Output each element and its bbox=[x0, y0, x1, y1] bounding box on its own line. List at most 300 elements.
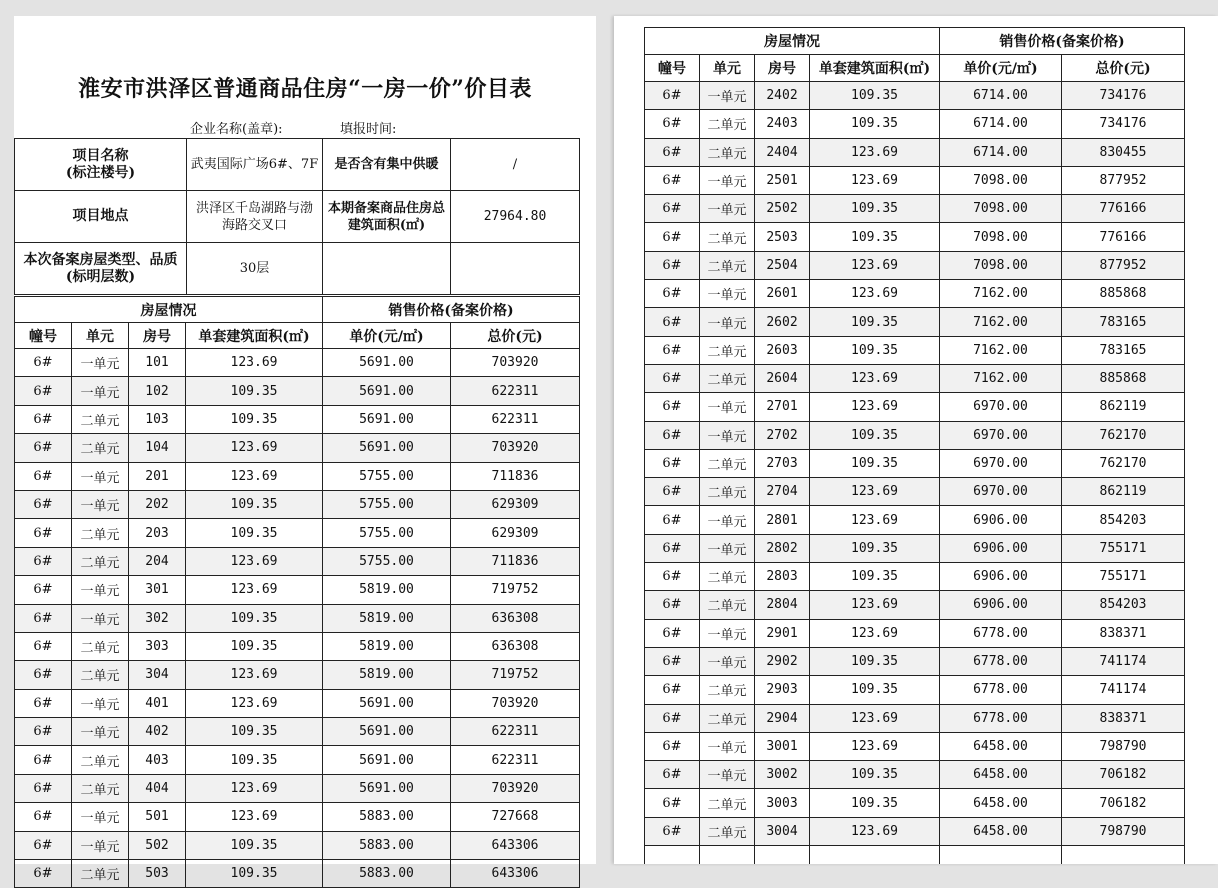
cell-unit: 二单元 bbox=[700, 223, 755, 251]
cell-unit-price: 6458.00 bbox=[940, 817, 1062, 845]
table-row bbox=[645, 138, 1185, 166]
cell-room: 2804 bbox=[755, 591, 810, 619]
cell-unit: 一单元 bbox=[72, 718, 129, 746]
cell-total-price: 838371 bbox=[1062, 619, 1185, 647]
cell-unit-price: 7162.00 bbox=[940, 336, 1062, 364]
table-row bbox=[15, 661, 580, 689]
cell-area: 109.35 bbox=[810, 789, 940, 817]
table-row bbox=[15, 462, 580, 490]
empty-cell bbox=[700, 846, 755, 865]
table-row bbox=[645, 704, 1185, 732]
cell-unit: 二单元 bbox=[72, 405, 129, 433]
cell-total-price: 776166 bbox=[1062, 223, 1185, 251]
cell-area: 123.69 bbox=[810, 478, 940, 506]
cell-unit: 二单元 bbox=[72, 547, 129, 575]
cell-room: 2603 bbox=[755, 336, 810, 364]
project-name-value: 武夷国际广场6#、7F bbox=[187, 139, 323, 191]
table-row bbox=[15, 405, 580, 433]
cell-unit-price: 7098.00 bbox=[940, 166, 1062, 194]
empty-cell bbox=[323, 243, 451, 295]
cell-building: 6# bbox=[645, 166, 700, 194]
cell-building: 6# bbox=[645, 195, 700, 223]
cell-unit: 二单元 bbox=[72, 860, 129, 888]
cell-unit-price: 5755.00 bbox=[323, 547, 451, 575]
cell-building: 6# bbox=[645, 591, 700, 619]
cell-unit-price: 6778.00 bbox=[940, 647, 1062, 675]
cell-unit-price: 6970.00 bbox=[940, 478, 1062, 506]
cell-unit-price: 6970.00 bbox=[940, 421, 1062, 449]
cell-unit: 二单元 bbox=[700, 251, 755, 279]
cell-building: 6# bbox=[15, 576, 72, 604]
cell-area: 109.35 bbox=[186, 377, 323, 405]
cell-building: 6# bbox=[645, 563, 700, 591]
table-row bbox=[15, 349, 580, 377]
cell-room: 2702 bbox=[755, 421, 810, 449]
cell-unit-price: 5819.00 bbox=[323, 604, 451, 632]
cell-total-price: 854203 bbox=[1062, 506, 1185, 534]
cell-building: 6# bbox=[645, 393, 700, 421]
cell-total-price: 706182 bbox=[1062, 761, 1185, 789]
table-row bbox=[645, 195, 1185, 223]
cell-unit-price: 6458.00 bbox=[940, 789, 1062, 817]
cell-unit-price: 5691.00 bbox=[323, 689, 451, 717]
cell-building: 6# bbox=[645, 82, 700, 110]
cell-unit: 一单元 bbox=[72, 604, 129, 632]
cell-unit: 二单元 bbox=[72, 661, 129, 689]
table-row bbox=[15, 746, 580, 774]
cell-room: 2902 bbox=[755, 647, 810, 675]
cell-unit-price: 7098.00 bbox=[940, 195, 1062, 223]
cell-unit: 一单元 bbox=[72, 349, 129, 377]
cell-unit-price: 5883.00 bbox=[323, 803, 451, 831]
cell-area: 109.35 bbox=[810, 308, 940, 336]
cell-area: 123.69 bbox=[186, 661, 323, 689]
cell-total-price: 783165 bbox=[1062, 308, 1185, 336]
cell-unit-price: 6970.00 bbox=[940, 449, 1062, 477]
cell-building: 6# bbox=[15, 434, 72, 462]
cell-unit-price: 5755.00 bbox=[323, 519, 451, 547]
cell-unit-price: 5755.00 bbox=[323, 462, 451, 490]
cell-total-price: 703920 bbox=[451, 774, 580, 802]
cell-unit: 二单元 bbox=[700, 110, 755, 138]
cell-area: 123.69 bbox=[810, 166, 940, 194]
cell-total-price: 711836 bbox=[451, 462, 580, 490]
cell-total-price: 622311 bbox=[451, 405, 580, 433]
empty-cell bbox=[451, 243, 580, 295]
fill-time-label: 填报时间: bbox=[340, 122, 397, 137]
cell-room: 301 bbox=[129, 576, 186, 604]
cell-room: 3004 bbox=[755, 817, 810, 845]
cell-total-price: 703920 bbox=[451, 434, 580, 462]
cell-unit-price: 5691.00 bbox=[323, 718, 451, 746]
cell-area: 109.35 bbox=[810, 534, 940, 562]
cell-total-price: 719752 bbox=[451, 576, 580, 604]
cell-area: 123.69 bbox=[810, 732, 940, 760]
table-row bbox=[15, 604, 580, 632]
cell-building: 6# bbox=[15, 462, 72, 490]
cell-building: 6# bbox=[645, 251, 700, 279]
group-header-price: 销售价格(备案价格) bbox=[940, 28, 1185, 55]
cell-area: 109.35 bbox=[810, 336, 940, 364]
cell-total-price: 838371 bbox=[1062, 704, 1185, 732]
cell-building: 6# bbox=[645, 449, 700, 477]
cell-room: 304 bbox=[129, 661, 186, 689]
cell-building: 6# bbox=[645, 619, 700, 647]
table-row bbox=[15, 860, 580, 888]
table-row bbox=[645, 393, 1185, 421]
cell-area: 109.35 bbox=[810, 449, 940, 477]
table-row bbox=[645, 251, 1185, 279]
cell-building: 6# bbox=[645, 534, 700, 562]
cell-building: 6# bbox=[645, 478, 700, 506]
cell-unit: 二单元 bbox=[700, 676, 755, 704]
cell-unit: 一单元 bbox=[700, 166, 755, 194]
cell-unit-price: 6778.00 bbox=[940, 619, 1062, 647]
table-row bbox=[645, 676, 1185, 704]
cell-unit: 一单元 bbox=[700, 393, 755, 421]
cell-total-price: 703920 bbox=[451, 349, 580, 377]
cell-area: 109.35 bbox=[810, 195, 940, 223]
empty-cell bbox=[1062, 846, 1185, 865]
cell-total-price: 727668 bbox=[451, 803, 580, 831]
cell-room: 2801 bbox=[755, 506, 810, 534]
cell-unit: 一单元 bbox=[72, 803, 129, 831]
cell-building: 6# bbox=[15, 490, 72, 518]
cell-room: 204 bbox=[129, 547, 186, 575]
cell-area: 123.69 bbox=[186, 774, 323, 802]
cell-unit-price: 5691.00 bbox=[323, 774, 451, 802]
cell-area: 109.35 bbox=[186, 746, 323, 774]
document-title: 淮安市洪泽区普通商品住房“一房一价”价目表 bbox=[78, 76, 532, 102]
cell-total-price: 854203 bbox=[1062, 591, 1185, 619]
cell-total-price: 862119 bbox=[1062, 478, 1185, 506]
heating-label: 是否含有集中供暖 bbox=[323, 139, 451, 191]
table-row bbox=[645, 280, 1185, 308]
table-row bbox=[645, 166, 1185, 194]
cell-building: 6# bbox=[645, 817, 700, 845]
col-header-area: 单套建筑面积(㎡) bbox=[810, 55, 940, 82]
cell-room: 2501 bbox=[755, 166, 810, 194]
table-row bbox=[645, 506, 1185, 534]
cell-area: 123.69 bbox=[186, 462, 323, 490]
cell-building: 6# bbox=[15, 349, 72, 377]
cell-unit: 二单元 bbox=[700, 789, 755, 817]
cell-building: 6# bbox=[15, 661, 72, 689]
cell-building: 6# bbox=[645, 704, 700, 732]
cell-unit-price: 7162.00 bbox=[940, 308, 1062, 336]
cell-area: 109.35 bbox=[810, 82, 940, 110]
cell-unit-price: 6458.00 bbox=[940, 761, 1062, 789]
cell-area: 109.35 bbox=[810, 676, 940, 704]
cell-room: 2403 bbox=[755, 110, 810, 138]
cell-total-price: 776166 bbox=[1062, 195, 1185, 223]
cell-area: 109.35 bbox=[186, 519, 323, 547]
table-row bbox=[645, 336, 1185, 364]
cell-unit-price: 5883.00 bbox=[323, 831, 451, 859]
cell-area: 123.69 bbox=[810, 817, 940, 845]
cell-total-price: 885868 bbox=[1062, 280, 1185, 308]
cell-total-price: 622311 bbox=[451, 718, 580, 746]
cell-building: 6# bbox=[645, 676, 700, 704]
cell-area: 123.69 bbox=[810, 393, 940, 421]
cell-unit: 二单元 bbox=[700, 478, 755, 506]
cell-building: 6# bbox=[645, 110, 700, 138]
cell-building: 6# bbox=[645, 280, 700, 308]
document-page-right bbox=[614, 16, 1218, 864]
table-row bbox=[15, 377, 580, 405]
cell-area: 123.69 bbox=[186, 349, 323, 377]
cell-room: 404 bbox=[129, 774, 186, 802]
cell-unit-price: 7162.00 bbox=[940, 280, 1062, 308]
table-row bbox=[645, 364, 1185, 392]
cell-building: 6# bbox=[645, 506, 700, 534]
cell-unit-price: 6714.00 bbox=[940, 138, 1062, 166]
cell-unit-price: 5819.00 bbox=[323, 661, 451, 689]
cell-unit: 二单元 bbox=[700, 563, 755, 591]
cell-room: 104 bbox=[129, 434, 186, 462]
cell-unit: 二单元 bbox=[700, 449, 755, 477]
cell-unit: 一单元 bbox=[72, 689, 129, 717]
cell-building: 6# bbox=[15, 519, 72, 547]
cell-unit-price: 6714.00 bbox=[940, 82, 1062, 110]
cell-total-price: 706182 bbox=[1062, 789, 1185, 817]
col-header-building: 幢号 bbox=[15, 323, 72, 349]
cell-room: 303 bbox=[129, 632, 186, 660]
cell-unit-price: 6778.00 bbox=[940, 676, 1062, 704]
cell-unit: 一单元 bbox=[72, 831, 129, 859]
cell-building: 6# bbox=[15, 689, 72, 717]
cell-unit-price: 5691.00 bbox=[323, 434, 451, 462]
cell-area: 123.69 bbox=[810, 138, 940, 166]
cell-area: 123.69 bbox=[810, 251, 940, 279]
cell-area: 109.35 bbox=[810, 110, 940, 138]
cell-room: 2502 bbox=[755, 195, 810, 223]
cell-total-price: 877952 bbox=[1062, 251, 1185, 279]
cell-total-price: 719752 bbox=[451, 661, 580, 689]
empty-cell bbox=[810, 846, 940, 865]
cell-total-price: 830455 bbox=[1062, 138, 1185, 166]
table-row bbox=[645, 732, 1185, 760]
cell-total-price: 762170 bbox=[1062, 421, 1185, 449]
cell-unit: 一单元 bbox=[700, 82, 755, 110]
cell-unit: 二单元 bbox=[72, 434, 129, 462]
table-row bbox=[15, 632, 580, 660]
table-row bbox=[645, 647, 1185, 675]
cell-area: 123.69 bbox=[186, 803, 323, 831]
cell-unit: 二单元 bbox=[700, 704, 755, 732]
cell-total-price: 783165 bbox=[1062, 336, 1185, 364]
col-header-unit: 单元 bbox=[700, 55, 755, 82]
table-row bbox=[15, 718, 580, 746]
cell-building: 6# bbox=[645, 761, 700, 789]
group-header-house: 房屋情况 bbox=[15, 297, 323, 323]
cell-room: 2602 bbox=[755, 308, 810, 336]
cell-building: 6# bbox=[15, 632, 72, 660]
cell-building: 6# bbox=[15, 604, 72, 632]
location-label: 项目地点 bbox=[15, 191, 187, 243]
cell-building: 6# bbox=[15, 746, 72, 774]
table-row bbox=[15, 434, 580, 462]
cell-area: 109.35 bbox=[810, 563, 940, 591]
cell-area: 123.69 bbox=[810, 364, 940, 392]
cell-building: 6# bbox=[645, 364, 700, 392]
table-row bbox=[645, 478, 1185, 506]
empty-cell bbox=[940, 846, 1062, 865]
cell-room: 2802 bbox=[755, 534, 810, 562]
cell-room: 3002 bbox=[755, 761, 810, 789]
cell-unit-price: 6970.00 bbox=[940, 393, 1062, 421]
cell-total-price: 643306 bbox=[451, 831, 580, 859]
cell-unit: 一单元 bbox=[700, 506, 755, 534]
table-row bbox=[645, 449, 1185, 477]
cell-room: 2903 bbox=[755, 676, 810, 704]
cell-room: 401 bbox=[129, 689, 186, 717]
cell-unit-price: 7098.00 bbox=[940, 223, 1062, 251]
empty-cell bbox=[755, 846, 810, 865]
table-row bbox=[645, 761, 1185, 789]
cell-area: 109.35 bbox=[186, 490, 323, 518]
cell-room: 101 bbox=[129, 349, 186, 377]
table-row bbox=[15, 547, 580, 575]
cell-unit: 一单元 bbox=[700, 619, 755, 647]
cell-total-price: 885868 bbox=[1062, 364, 1185, 392]
cell-room: 2703 bbox=[755, 449, 810, 477]
cell-room: 402 bbox=[129, 718, 186, 746]
cell-building: 6# bbox=[645, 647, 700, 675]
cell-area: 123.69 bbox=[810, 280, 940, 308]
cell-area: 123.69 bbox=[810, 704, 940, 732]
table-row bbox=[645, 308, 1185, 336]
col-header-unit: 单元 bbox=[72, 323, 129, 349]
col-header-room: 房号 bbox=[129, 323, 186, 349]
group-header-house: 房屋情况 bbox=[645, 28, 940, 55]
cell-building: 6# bbox=[15, 547, 72, 575]
table-row bbox=[645, 619, 1185, 647]
cell-area: 109.35 bbox=[186, 718, 323, 746]
cell-total-price: 711836 bbox=[451, 547, 580, 575]
cell-area: 109.35 bbox=[186, 632, 323, 660]
cell-unit: 一单元 bbox=[700, 647, 755, 675]
cell-unit-price: 6906.00 bbox=[940, 591, 1062, 619]
blank-row bbox=[645, 846, 1185, 865]
total-area-label: 本期备案商品住房总建筑面积(㎡) bbox=[323, 191, 451, 243]
table-row bbox=[15, 519, 580, 547]
cell-unit-price: 5755.00 bbox=[323, 490, 451, 518]
cell-unit: 二单元 bbox=[72, 519, 129, 547]
cell-room: 503 bbox=[129, 860, 186, 888]
cell-total-price: 629309 bbox=[451, 490, 580, 518]
cell-room: 502 bbox=[129, 831, 186, 859]
cell-building: 6# bbox=[645, 138, 700, 166]
cell-room: 2901 bbox=[755, 619, 810, 647]
cell-unit-price: 5691.00 bbox=[323, 746, 451, 774]
table-row bbox=[15, 774, 580, 802]
cell-room: 3003 bbox=[755, 789, 810, 817]
document-page-left bbox=[14, 16, 596, 884]
group-header-price: 销售价格(备案价格) bbox=[323, 297, 580, 323]
house-type-label: 本次备案房屋类型、品质(标明层数) bbox=[15, 243, 187, 295]
cell-total-price: 636308 bbox=[451, 604, 580, 632]
cell-unit: 一单元 bbox=[700, 308, 755, 336]
cell-building: 6# bbox=[15, 803, 72, 831]
col-header-building: 幢号 bbox=[645, 55, 700, 82]
table-row bbox=[15, 803, 580, 831]
cell-room: 202 bbox=[129, 490, 186, 518]
cell-area: 109.35 bbox=[810, 647, 940, 675]
cell-total-price: 798790 bbox=[1062, 732, 1185, 760]
cell-room: 2904 bbox=[755, 704, 810, 732]
cell-unit-price: 5691.00 bbox=[323, 405, 451, 433]
cell-area: 123.69 bbox=[810, 619, 940, 647]
cell-building: 6# bbox=[645, 308, 700, 336]
col-header-room: 房号 bbox=[755, 55, 810, 82]
location-value: 洪泽区千岛湖路与渤海路交叉口 bbox=[187, 191, 323, 243]
cell-area: 109.35 bbox=[810, 761, 940, 789]
cell-unit-price: 5819.00 bbox=[323, 632, 451, 660]
cell-unit: 一单元 bbox=[72, 490, 129, 518]
cell-total-price: 643306 bbox=[451, 860, 580, 888]
table-row bbox=[645, 534, 1185, 562]
cell-building: 6# bbox=[15, 831, 72, 859]
cell-total-price: 741174 bbox=[1062, 676, 1185, 704]
cell-total-price: 755171 bbox=[1062, 534, 1185, 562]
cell-total-price: 755171 bbox=[1062, 563, 1185, 591]
cell-room: 302 bbox=[129, 604, 186, 632]
cell-unit-price: 5691.00 bbox=[323, 349, 451, 377]
table-row bbox=[15, 490, 580, 518]
cell-unit: 二单元 bbox=[700, 591, 755, 619]
cell-room: 2404 bbox=[755, 138, 810, 166]
col-header-area: 单套建筑面积(㎡) bbox=[186, 323, 323, 349]
table-row bbox=[645, 223, 1185, 251]
cell-area: 123.69 bbox=[186, 576, 323, 604]
table-row bbox=[15, 831, 580, 859]
cell-room: 203 bbox=[129, 519, 186, 547]
cell-total-price: 798790 bbox=[1062, 817, 1185, 845]
cell-unit: 一单元 bbox=[72, 576, 129, 604]
table-row bbox=[645, 421, 1185, 449]
table-row bbox=[645, 789, 1185, 817]
cell-unit: 二单元 bbox=[700, 817, 755, 845]
cell-area: 109.35 bbox=[186, 860, 323, 888]
cell-total-price: 622311 bbox=[451, 377, 580, 405]
cell-room: 201 bbox=[129, 462, 186, 490]
cell-room: 2704 bbox=[755, 478, 810, 506]
cell-building: 6# bbox=[15, 405, 72, 433]
cell-unit: 一单元 bbox=[700, 534, 755, 562]
cell-unit: 二单元 bbox=[72, 632, 129, 660]
cell-area: 123.69 bbox=[186, 547, 323, 575]
cell-unit: 二单元 bbox=[700, 138, 755, 166]
cell-building: 6# bbox=[15, 860, 72, 888]
cell-total-price: 862119 bbox=[1062, 393, 1185, 421]
cell-area: 109.35 bbox=[810, 421, 940, 449]
cell-unit: 二单元 bbox=[72, 774, 129, 802]
cell-building: 6# bbox=[15, 377, 72, 405]
cell-unit-price: 6906.00 bbox=[940, 563, 1062, 591]
cell-area: 109.35 bbox=[186, 831, 323, 859]
cell-building: 6# bbox=[645, 732, 700, 760]
table-row bbox=[645, 817, 1185, 845]
cell-area: 109.35 bbox=[810, 223, 940, 251]
table-row bbox=[645, 110, 1185, 138]
table-row bbox=[645, 563, 1185, 591]
cell-unit: 一单元 bbox=[700, 421, 755, 449]
cell-unit-price: 6458.00 bbox=[940, 732, 1062, 760]
col-header-total-price: 总价(元) bbox=[1062, 55, 1185, 82]
cell-unit: 一单元 bbox=[700, 761, 755, 789]
cell-building: 6# bbox=[645, 421, 700, 449]
